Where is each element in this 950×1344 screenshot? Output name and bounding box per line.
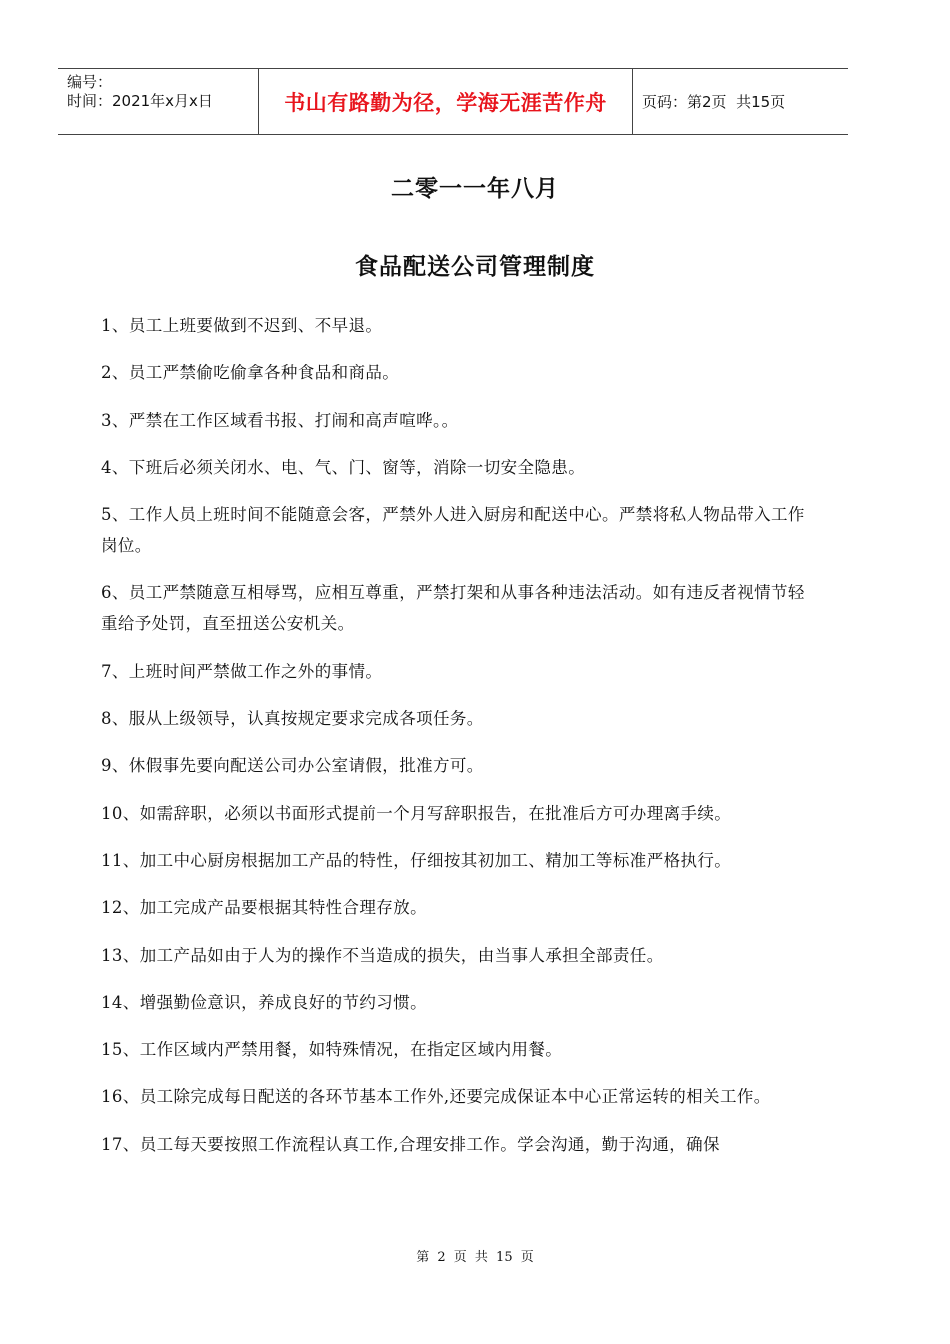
rule-item: 3、严禁在工作区域看书报、打闹和高声喧哗。。: [101, 410, 459, 430]
rule-item: 14、增强勤俭意识，养成良好的节约习惯。: [101, 992, 427, 1012]
rule-item: 6、员工严禁随意互相辱骂，应相互尊重，严禁打架和从事各种违法活动。如有违反者视情节轻重给予处罚，直至扭送公安机关。: [101, 583, 805, 634]
page-footer: [0, 1246, 950, 1265]
header-meta: [58, 69, 259, 134]
rule-item: 16、员工除完成每日配送的各环节基本工作外,还要完成保证本中心正常运转的相关工作。: [101, 1087, 771, 1107]
page-info-text: 页码：第2页 共15页: [642, 93, 786, 111]
rule-item: 4、下班后必须关闭水、电、气、门、窗等，消除一切安全隐患。: [101, 457, 586, 477]
rule-item: 17、员工每天要按照工作流程认真工作,合理安排工作。学会沟通，勤于沟通，确保: [101, 1134, 720, 1154]
rule-item: 11、加工中心厨房根据加工产品的特性，仔细按其初加工、精加工等标准严格执行。: [101, 850, 732, 870]
rules-list: [101, 310, 811, 1176]
document-title: 食品配送公司管理制度: [355, 254, 595, 280]
rule-item: 8、服从上级领导，认真按规定要求完成各项任务。: [101, 709, 484, 729]
rule-item: 7、上班时间严禁做工作之外的事情。: [101, 661, 383, 681]
header-page-info: [633, 69, 848, 134]
rule-item: 9、休假事先要向配送公司办公室请假，批准方可。: [101, 756, 484, 776]
rule-item: 13、加工产品如由于人为的操作不当造成的损失，由当事人承担全部责任。: [101, 945, 664, 965]
date-heading: 二零一一年八月: [391, 176, 559, 202]
header-motto: 书山有路勤为径，学海无涯苦作舟: [259, 69, 633, 134]
rule-item: 10、如需辞职，必须以书面形式提前一个月写辞职报告，在批准后方可办理离手续。: [101, 803, 732, 823]
rule-item: 1、员工上班要做到不迟到、不早退。: [101, 316, 383, 335]
rule-item: 12、加工完成产品要根据其特性合理存放。: [101, 898, 427, 918]
page-header: [58, 68, 848, 135]
rule-item: 2、员工严禁偷吃偷拿各种食品和商品。: [101, 363, 400, 383]
rule-item: 15、工作区域内严禁用餐，如特殊情况，在指定区域内用餐。: [101, 1040, 563, 1060]
number-label: 编号：: [67, 73, 113, 91]
rule-item: 5、工作人员上班时间不能随意会客，严禁外人进入厨房和配送中心。严禁将私人物品带入工作岗位。: [101, 505, 805, 556]
time-label: 时间：2021年x月x日: [67, 92, 213, 110]
footer-page-number: 第 2 页 共 15 页: [416, 1250, 534, 1265]
